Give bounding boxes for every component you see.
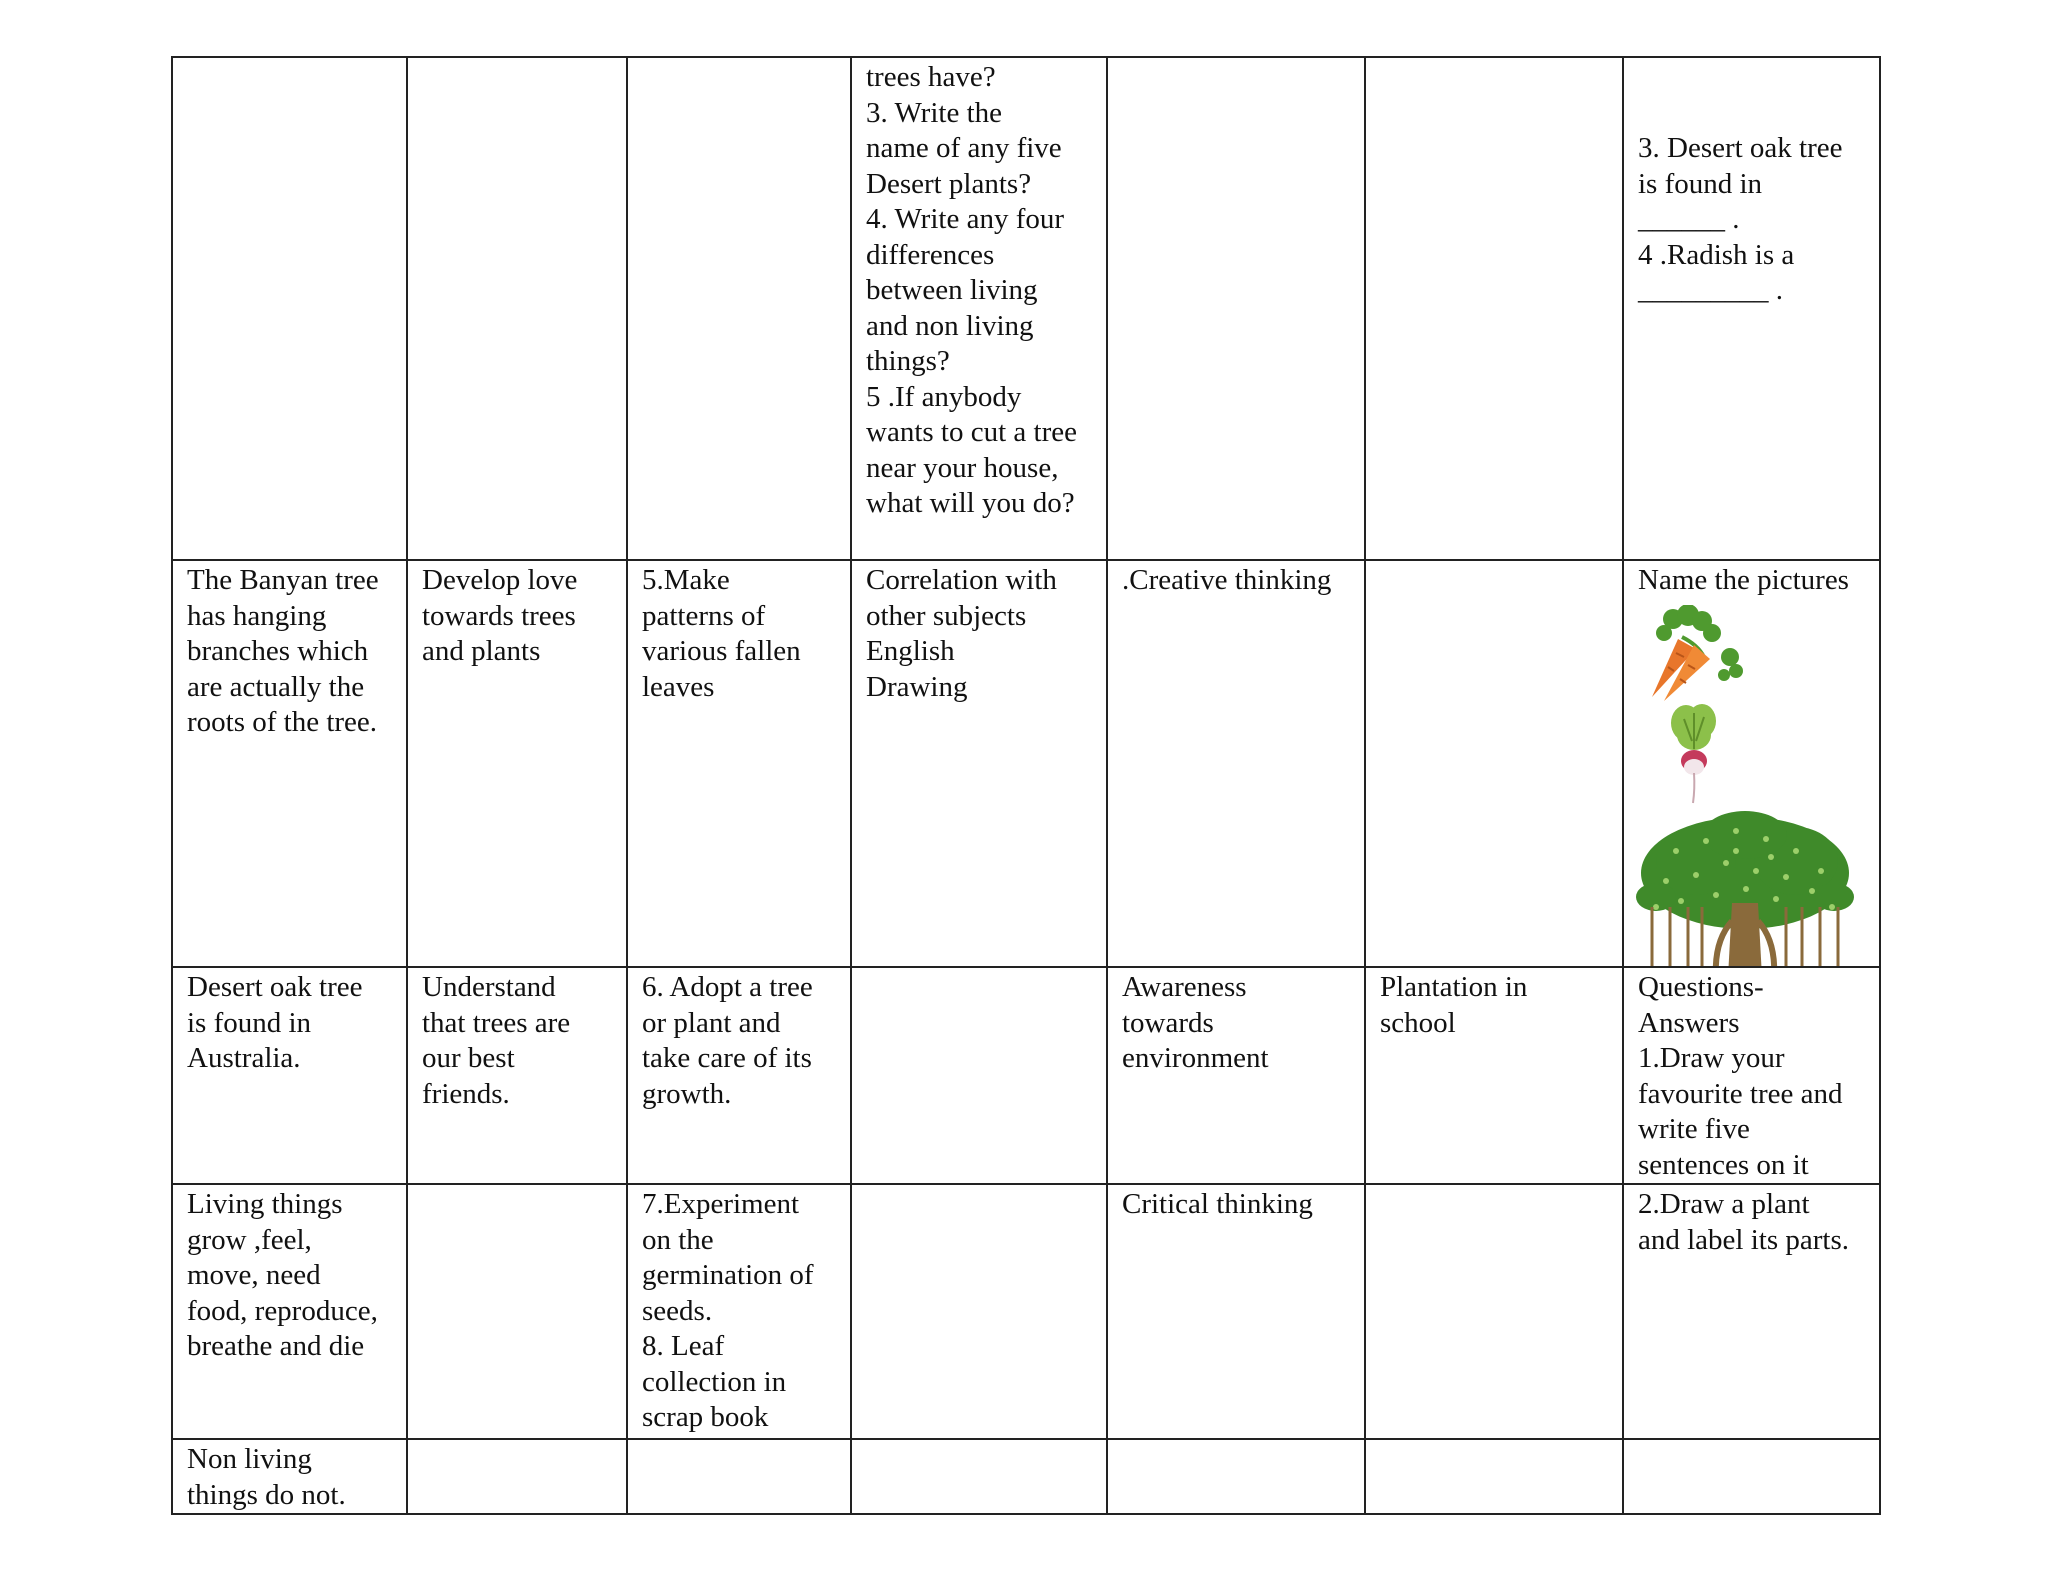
- cell-assessment: [1623, 1439, 1880, 1514]
- cell-line: collection in: [642, 1365, 787, 1398]
- cell-activity: [627, 57, 851, 560]
- cell-line: favourite tree and: [1638, 1077, 1843, 1110]
- cell-skill: [1107, 1184, 1365, 1439]
- cell-text: [187, 1187, 392, 1365]
- cell-line: Desert plants?: [866, 167, 1032, 200]
- cell-line: has hanging: [187, 599, 327, 632]
- cell-content: [172, 1439, 407, 1514]
- cell-line: and label its parts.: [1638, 1223, 1850, 1256]
- cell-line: grow ,feel,: [187, 1223, 312, 1256]
- cell-line: Critical thinking: [1122, 1188, 1313, 1220]
- cell-line: 7.Experiment: [642, 1188, 800, 1220]
- cell-line: near your house,: [866, 451, 1059, 484]
- table-row: [172, 57, 1880, 560]
- cell-activity: [627, 560, 851, 967]
- cell-assessment: [1623, 967, 1880, 1184]
- cell-content: [172, 967, 407, 1184]
- cell-text: [866, 60, 1092, 522]
- cell-line: The Banyan tree: [187, 564, 379, 596]
- cell-skill: [1107, 57, 1365, 560]
- cell-line: 4. Write any four: [866, 203, 1065, 235]
- cell-line: [1638, 96, 1865, 132]
- cell-project: [1365, 1439, 1623, 1514]
- cell-line: Awareness: [1122, 971, 1247, 1003]
- cell-assessment: [1623, 560, 1880, 967]
- cell-project: [1365, 560, 1623, 967]
- cell-project: [1365, 57, 1623, 560]
- cell-line: 5 .If anybody: [866, 380, 1022, 413]
- cell-content: [172, 57, 407, 560]
- cell-line: on the: [642, 1223, 714, 1256]
- cell-line: things?: [866, 345, 950, 377]
- cell-line: Non living: [187, 1443, 312, 1475]
- cell-text: [1638, 1187, 1865, 1258]
- cell-skill: [1107, 560, 1365, 967]
- cell-line: Correlation with: [866, 564, 1057, 596]
- cell-line: various fallen: [642, 635, 801, 667]
- cell-line: and non living: [866, 309, 1034, 342]
- cell-line: between living: [866, 274, 1038, 306]
- table-row: [172, 560, 1880, 967]
- cell-text: [642, 1187, 836, 1436]
- cell-text: [1122, 563, 1350, 599]
- cell-line: food, reproduce,: [187, 1294, 378, 1327]
- cell-line: is found in: [187, 1006, 312, 1039]
- carrot-icon: [1638, 605, 1748, 705]
- cell-text: [422, 563, 612, 670]
- cell-line: or plant and: [642, 1006, 781, 1039]
- cell-line: Plantation in: [1380, 971, 1528, 1003]
- cell-objective: [407, 57, 627, 560]
- cell-line: breathe and die: [187, 1330, 365, 1362]
- cell-objective: [407, 560, 627, 967]
- cell-line: 2.Draw a plant: [1638, 1188, 1810, 1220]
- cell-line: wants to cut a tree: [866, 416, 1077, 448]
- cell-line: Questions-: [1638, 971, 1764, 1003]
- cell-line: germination of: [642, 1259, 814, 1291]
- cell-content: [172, 1184, 407, 1439]
- cell-line: move, need: [187, 1259, 321, 1291]
- cell-project: [1365, 1184, 1623, 1439]
- cell-objective: [407, 1439, 627, 1514]
- banyan-tree-icon: [1636, 811, 1854, 968]
- cell-line: 1.Draw your: [1638, 1042, 1785, 1074]
- cell-line: name of any five: [866, 132, 1062, 164]
- cell-line: school: [1380, 1006, 1456, 1039]
- cell-text: [422, 970, 612, 1112]
- cell-line: differences: [866, 238, 995, 271]
- cell-text: [1122, 1187, 1350, 1223]
- lesson-plan-table: [171, 56, 1881, 1515]
- cell-objective: [407, 1184, 627, 1439]
- cell-line: seeds.: [642, 1294, 713, 1327]
- cell-assessment: [1623, 57, 1880, 560]
- cell-line: Drawing: [866, 670, 968, 703]
- cell-line: Answers: [1638, 1006, 1740, 1039]
- cell-text: [187, 1442, 392, 1513]
- cell-activity: [627, 1439, 851, 1514]
- cell-integration: [851, 560, 1107, 967]
- cell-line: friends.: [422, 1077, 510, 1110]
- cell-line: environment: [1122, 1042, 1269, 1074]
- cell-text: [187, 970, 392, 1077]
- cell-text: [187, 563, 392, 741]
- table-row: [172, 1439, 1880, 1514]
- table-row: [172, 1184, 1880, 1439]
- cell-line: trees have?: [866, 61, 996, 93]
- cell-text: [1638, 563, 1865, 599]
- cell-integration: [851, 1184, 1107, 1439]
- cell-line: patterns of: [642, 599, 766, 632]
- cell-text: [642, 970, 836, 1112]
- cell-line: 3. Desert oak tree: [1638, 132, 1843, 164]
- cell-line: English: [866, 635, 955, 667]
- cell-line: Desert oak tree: [187, 971, 363, 1003]
- cell-line: Living things: [187, 1188, 343, 1220]
- cell-text: [1122, 970, 1350, 1077]
- table-row: [172, 967, 1880, 1184]
- cell-line: Australia.: [187, 1042, 301, 1074]
- cell-line: are actually the: [187, 670, 365, 703]
- cell-line: roots of the tree.: [187, 706, 378, 738]
- cell-line: towards trees: [422, 599, 576, 632]
- cell-line: other subjects: [866, 599, 1027, 632]
- cell-line: take care of its: [642, 1042, 812, 1074]
- cell-assessment: [1623, 1184, 1880, 1439]
- cell-text: [1638, 60, 1865, 309]
- cell-line: things do not.: [187, 1478, 346, 1511]
- cell-skill: [1107, 1439, 1365, 1514]
- lesson-plan-body: [172, 57, 1880, 1514]
- cell-line: branches which: [187, 635, 369, 667]
- cell-text: [1638, 970, 1865, 1183]
- cell-line: write five: [1638, 1113, 1750, 1145]
- cell-objective: [407, 967, 627, 1184]
- cell-line: ______ .: [1638, 203, 1740, 235]
- cell-line: [1638, 60, 1865, 96]
- cell-activity: [627, 967, 851, 1184]
- cell-line: Develop love: [422, 564, 578, 596]
- cell-line: 6. Adopt a tree: [642, 971, 813, 1003]
- cell-integration: [851, 57, 1107, 560]
- cell-skill: [1107, 967, 1365, 1184]
- pictures-area: [1638, 599, 1865, 959]
- cell-activity: [627, 1184, 851, 1439]
- cell-line: our best: [422, 1042, 515, 1074]
- radish-icon: [1664, 701, 1724, 806]
- cell-line: and plants: [422, 635, 541, 667]
- cell-text: [866, 563, 1092, 705]
- cell-line: growth.: [642, 1077, 732, 1110]
- cell-line: 3. Write the: [866, 96, 1003, 129]
- cell-line: Name the pictures: [1638, 564, 1849, 596]
- cell-line: towards: [1122, 1006, 1214, 1039]
- cell-text: [642, 563, 836, 705]
- cell-line: 4 .Radish is a: [1638, 238, 1795, 271]
- cell-line: scrap book: [642, 1401, 769, 1433]
- cell-content: [172, 560, 407, 967]
- cell-line: that trees are: [422, 1006, 571, 1039]
- cell-line: Understand: [422, 971, 556, 1003]
- cell-line: 8. Leaf: [642, 1330, 725, 1362]
- cell-line: what will you do?: [866, 487, 1075, 519]
- cell-integration: [851, 967, 1107, 1184]
- cell-text: [1380, 970, 1608, 1041]
- cell-line: .Creative thinking: [1122, 564, 1332, 596]
- cell-project: [1365, 967, 1623, 1184]
- cell-line: 5.Make: [642, 564, 730, 596]
- cell-line: leaves: [642, 670, 715, 703]
- cell-line: is found in: [1638, 167, 1763, 200]
- cell-line: _________ .: [1638, 274, 1783, 306]
- cell-line: sentences on it: [1638, 1148, 1809, 1181]
- cell-integration: [851, 1439, 1107, 1514]
